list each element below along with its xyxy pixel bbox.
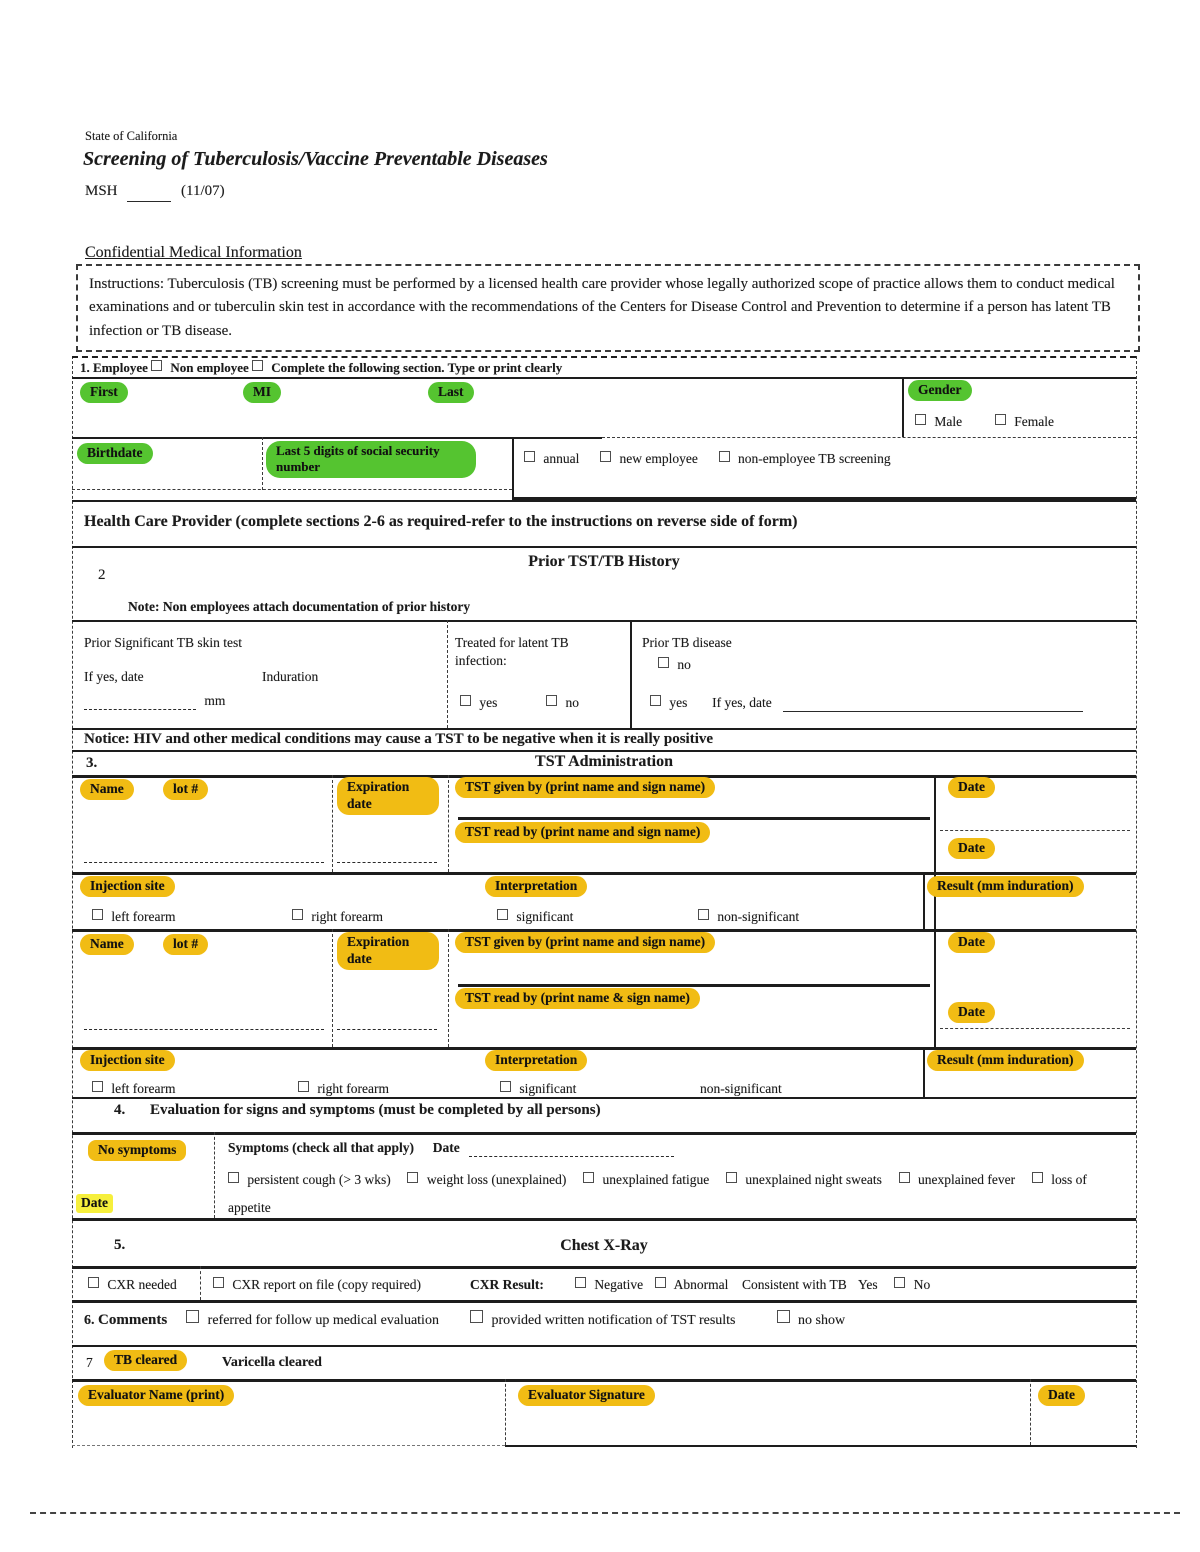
ssn-label: Last 5 digits of social security number bbox=[266, 441, 476, 478]
male-label: Male bbox=[934, 414, 963, 429]
injection2-interpretation-label: Interpretation bbox=[485, 1050, 587, 1071]
tst2-given-by-label: TST given by (print name and sign name) bbox=[455, 932, 715, 953]
significant1-label: significant bbox=[516, 909, 574, 924]
instructions-text: Instructions: Tuberculosis (TB) screening must be performed by a licensed health care provider whose legally authorized scope of practice allows them to conduct medical examinations and or tuberculin skin test in accordance with the recommendations of the Centers for Disease Control and Prevention to determine if a person has latent TB infection or TB disease. bbox=[89, 276, 1115, 339]
rule bbox=[72, 1345, 1136, 1347]
disease-if-yes-label: If yes, date bbox=[712, 695, 772, 710]
symptoms-date-blank[interactable] bbox=[469, 1143, 674, 1157]
last-name-label: Last bbox=[428, 382, 474, 403]
fatigue-label: unexplained fatigue bbox=[602, 1172, 710, 1187]
mm-label: mm bbox=[204, 693, 226, 708]
significant2-checkbox[interactable] bbox=[500, 1081, 511, 1092]
rule bbox=[512, 437, 514, 497]
rule bbox=[72, 1218, 1136, 1221]
section2-number: 2 bbox=[98, 567, 106, 583]
evaluator-signature-label: Evaluator Signature bbox=[518, 1385, 655, 1406]
persistent-cough-checkbox[interactable] bbox=[228, 1172, 239, 1183]
night-sweats-label: unexplained night sweats bbox=[745, 1172, 882, 1187]
disease-no-label: no bbox=[677, 657, 691, 672]
rule bbox=[1030, 1379, 1031, 1445]
rule bbox=[934, 929, 936, 1047]
weight-loss-checkbox[interactable] bbox=[407, 1172, 418, 1183]
msh-number-blank[interactable] bbox=[127, 188, 171, 202]
annual-label: annual bbox=[543, 451, 580, 466]
tst2-expiration-label: Expiration date bbox=[337, 932, 439, 970]
rule bbox=[200, 1266, 201, 1300]
no-symptoms-label: No symptoms bbox=[88, 1140, 186, 1161]
tst1-expiration-blank[interactable] bbox=[337, 849, 437, 863]
cxr-negative-checkbox[interactable] bbox=[575, 1277, 586, 1288]
rule bbox=[72, 872, 1136, 875]
left-forearm1-label: left forearm bbox=[111, 909, 176, 924]
tst2-lot-label: lot # bbox=[163, 934, 208, 955]
night-sweats-checkbox[interactable] bbox=[726, 1172, 737, 1183]
treated-no-checkbox[interactable] bbox=[546, 695, 557, 706]
rule bbox=[72, 500, 1136, 502]
cxr-on-file-checkbox[interactable] bbox=[213, 1277, 224, 1288]
instructions-box bbox=[76, 264, 1140, 352]
rule bbox=[72, 1097, 1136, 1099]
female-checkbox[interactable] bbox=[995, 414, 1006, 425]
rule bbox=[448, 775, 449, 872]
fatigue-checkbox[interactable] bbox=[583, 1172, 594, 1183]
evaluator-name-label: Evaluator Name (print) bbox=[78, 1385, 234, 1406]
symptoms-header: Symptoms (check all that apply) bbox=[228, 1140, 415, 1155]
treated-yes-checkbox[interactable] bbox=[460, 695, 471, 706]
write-in-line[interactable] bbox=[187, 1084, 257, 1098]
tst2-name-blank[interactable] bbox=[84, 1016, 324, 1030]
state-line: State of California bbox=[85, 129, 178, 143]
induration-mm-blank[interactable] bbox=[84, 696, 196, 710]
rule bbox=[630, 620, 632, 728]
cxr-needed-checkbox[interactable] bbox=[88, 1277, 99, 1288]
prior-skin-test-label: Prior Significant TB skin test bbox=[84, 635, 242, 650]
evaluator-date-label: Date bbox=[1038, 1385, 1085, 1406]
treated-no-label: no bbox=[565, 695, 579, 710]
comments-label: Comments bbox=[98, 1312, 168, 1328]
rule bbox=[72, 377, 1136, 379]
consistent-no-checkbox[interactable] bbox=[894, 1277, 905, 1288]
section1-number: 1. bbox=[80, 360, 90, 375]
tst2-date-given-label: Date bbox=[948, 932, 995, 953]
right-forearm1-label: right forearm bbox=[311, 909, 383, 924]
fever-label: unexplained fever bbox=[918, 1172, 1016, 1187]
section1-instruction: Complete the following section. Type or print clearly bbox=[271, 360, 563, 375]
provider-heading: Health Care Provider (complete sections 2-6 as required-refer to the instructions on reverse side of form) bbox=[84, 513, 798, 530]
new-employee-checkbox[interactable] bbox=[600, 451, 611, 462]
treated-label-line1: Treated for latent TB bbox=[455, 635, 569, 650]
male-checkbox[interactable] bbox=[915, 414, 926, 425]
rule bbox=[923, 872, 925, 929]
injection1-interpretation-label: Interpretation bbox=[485, 876, 587, 897]
rule bbox=[72, 1266, 1136, 1269]
treated-label-line2: infection: bbox=[455, 653, 507, 668]
section7-number: 7 bbox=[86, 1355, 93, 1370]
injection1-site-label: Injection site bbox=[80, 876, 175, 897]
section6-number: 6. bbox=[84, 1313, 95, 1328]
section2-note: Note: Non employees attach documentation of prior history bbox=[128, 599, 471, 614]
employee-checkbox[interactable] bbox=[151, 360, 162, 371]
cxr-abnormal-checkbox[interactable] bbox=[655, 1277, 666, 1288]
left-forearm2-checkbox[interactable] bbox=[92, 1081, 103, 1092]
rule bbox=[940, 1028, 1130, 1029]
consistent-with-tb-label: Consistent with TB bbox=[742, 1277, 847, 1292]
rule bbox=[72, 356, 73, 1448]
tst2-given-signature-line[interactable] bbox=[458, 984, 930, 987]
tst1-expiration-label: Expiration date bbox=[337, 777, 439, 815]
rule bbox=[1136, 356, 1137, 1448]
cxr-negative-label: Negative bbox=[594, 1277, 644, 1292]
non-employee-label: Non employee bbox=[170, 360, 249, 375]
rule bbox=[332, 775, 333, 872]
provided-notification-checkbox[interactable] bbox=[470, 1310, 483, 1323]
rule bbox=[923, 1047, 925, 1097]
form-rev: (11/07) bbox=[181, 183, 225, 199]
rule bbox=[72, 356, 1136, 358]
rule bbox=[602, 437, 1136, 438]
form-code: MSH bbox=[85, 183, 118, 199]
rule bbox=[72, 1445, 505, 1446]
write-in-line[interactable] bbox=[400, 1084, 480, 1098]
consistent-yes-label: Yes bbox=[858, 1277, 878, 1292]
loss-of-appetite-label: loss of appetite bbox=[228, 1172, 1087, 1216]
birthdate-label: Birthdate bbox=[77, 443, 153, 464]
disease-date-blank[interactable] bbox=[783, 698, 1083, 712]
tst2-expiration-blank[interactable] bbox=[337, 1016, 437, 1030]
non-significant2-label: non-significant bbox=[700, 1081, 782, 1096]
persistent-cough-label: persistent cough (> 3 wks) bbox=[247, 1172, 391, 1187]
rule bbox=[72, 620, 1136, 622]
tst2-read-by-label: TST read by (print name & sign name) bbox=[455, 988, 700, 1009]
female-label: Female bbox=[1014, 414, 1054, 429]
left-forearm2-label: left forearm bbox=[111, 1081, 176, 1096]
right-forearm2-label: right forearm bbox=[317, 1081, 389, 1096]
fever-checkbox[interactable] bbox=[899, 1172, 910, 1183]
disease-yes-label: yes bbox=[669, 695, 688, 710]
rule bbox=[332, 929, 333, 1047]
tst2-date-read-label: Date bbox=[948, 1002, 995, 1023]
tst1-name-label: Name bbox=[80, 779, 134, 800]
middle-initial-label: MI bbox=[243, 382, 281, 403]
injection2-result-label: Result (mm induration) bbox=[927, 1050, 1084, 1071]
tst1-date-given-label: Date bbox=[948, 777, 995, 798]
non-significant1-label: non-significant bbox=[717, 909, 800, 924]
loss-of-appetite-checkbox[interactable] bbox=[1032, 1172, 1043, 1183]
rule bbox=[447, 620, 448, 728]
rule bbox=[902, 377, 904, 437]
rule bbox=[72, 1132, 1136, 1135]
section3-number: 3. bbox=[86, 755, 98, 771]
rule bbox=[72, 437, 602, 439]
rule bbox=[448, 929, 449, 1047]
confidential-heading: Confidential Medical Information bbox=[85, 244, 302, 261]
no-show-label: no show bbox=[798, 1313, 846, 1328]
referred-checkbox[interactable] bbox=[186, 1310, 199, 1323]
right-forearm1-checkbox[interactable] bbox=[292, 909, 303, 920]
non-employee-tb-label: non-employee TB screening bbox=[737, 451, 891, 466]
rule bbox=[72, 1300, 1136, 1303]
tst1-given-signature-line[interactable] bbox=[458, 817, 930, 820]
non-employee-checkbox[interactable] bbox=[252, 360, 263, 371]
right-forearm2-checkbox[interactable] bbox=[298, 1081, 309, 1092]
first-name-label: First bbox=[80, 382, 128, 403]
induration-label: Induration bbox=[262, 669, 319, 684]
form-title: Screening of Tuberculosis/Vaccine Preventable Diseases bbox=[83, 148, 548, 170]
tst1-name-blank[interactable] bbox=[84, 849, 324, 863]
new-employee-label: new employee bbox=[619, 451, 698, 466]
scan-edge-line bbox=[30, 1512, 1180, 1514]
section2-title: Prior TST/TB History bbox=[528, 553, 680, 570]
tst1-given-by-label: TST given by (print name and sign name) bbox=[455, 777, 715, 798]
employee-label: Employee bbox=[93, 360, 148, 375]
cxr-result-label: CXR Result: bbox=[470, 1277, 544, 1292]
section4-number: 4. bbox=[114, 1102, 126, 1118]
injection2-site-label: Injection site bbox=[80, 1050, 175, 1071]
tst1-lot-label: lot # bbox=[163, 779, 208, 800]
treated-yes-label: yes bbox=[479, 695, 498, 710]
gender-label: Gender bbox=[908, 380, 972, 401]
tst2-name-label: Name bbox=[80, 934, 134, 955]
rule bbox=[262, 437, 263, 490]
symptoms-date-label: Date bbox=[432, 1140, 460, 1155]
rule bbox=[505, 1445, 1136, 1447]
cxr-on-file-label: CXR report on file (copy required) bbox=[232, 1277, 421, 1292]
significant1-checkbox[interactable] bbox=[497, 909, 508, 920]
non-significant1-checkbox[interactable] bbox=[698, 909, 709, 920]
no-symptoms-date-label: Date bbox=[76, 1194, 113, 1213]
cxr-needed-label: CXR needed bbox=[107, 1277, 177, 1292]
notice-text: Notice: HIV and other medical conditions may cause a TST to be negative when it is really positive bbox=[84, 731, 714, 747]
varicella-cleared-label: Varicella cleared bbox=[222, 1355, 322, 1370]
injection1-result-label: Result (mm induration) bbox=[927, 876, 1084, 897]
section5-number: 5. bbox=[114, 1237, 126, 1253]
tst1-date-read-label: Date bbox=[948, 838, 995, 859]
left-forearm1-checkbox[interactable] bbox=[92, 909, 103, 920]
significant2-label: significant bbox=[519, 1081, 577, 1096]
provided-notification-label: provided written notification of TST results bbox=[491, 1313, 736, 1328]
rule bbox=[505, 1379, 506, 1445]
section4-title: Evaluation for signs and symptoms (must be completed by all persons) bbox=[150, 1102, 601, 1118]
cxr-abnormal-label: Abnormal bbox=[673, 1277, 729, 1292]
consistent-no-label: No bbox=[913, 1277, 931, 1292]
section5-title: Chest X-Ray bbox=[560, 1237, 648, 1254]
tb-cleared-label: TB cleared bbox=[104, 1350, 187, 1371]
no-show-checkbox[interactable] bbox=[777, 1310, 790, 1323]
tst1-read-by-label: TST read by (print name and sign name) bbox=[455, 822, 710, 843]
rule bbox=[214, 1132, 215, 1218]
rule bbox=[72, 546, 1136, 548]
referred-label: referred for follow up medical evaluation bbox=[207, 1313, 439, 1328]
annual-checkbox[interactable] bbox=[524, 451, 535, 462]
rule bbox=[72, 1379, 1136, 1382]
rule bbox=[72, 489, 512, 490]
if-yes-date-label: If yes, date bbox=[84, 669, 144, 684]
disease-yes-checkbox[interactable] bbox=[650, 695, 661, 706]
non-employee-tb-checkbox[interactable] bbox=[719, 451, 730, 462]
prior-tb-disease-label: Prior TB disease bbox=[642, 635, 732, 650]
rule bbox=[940, 830, 1130, 831]
disease-no-checkbox[interactable] bbox=[658, 657, 669, 668]
rule bbox=[934, 775, 936, 930]
weight-loss-label: weight loss (unexplained) bbox=[426, 1172, 567, 1187]
section3-title: TST Administration bbox=[535, 753, 673, 770]
